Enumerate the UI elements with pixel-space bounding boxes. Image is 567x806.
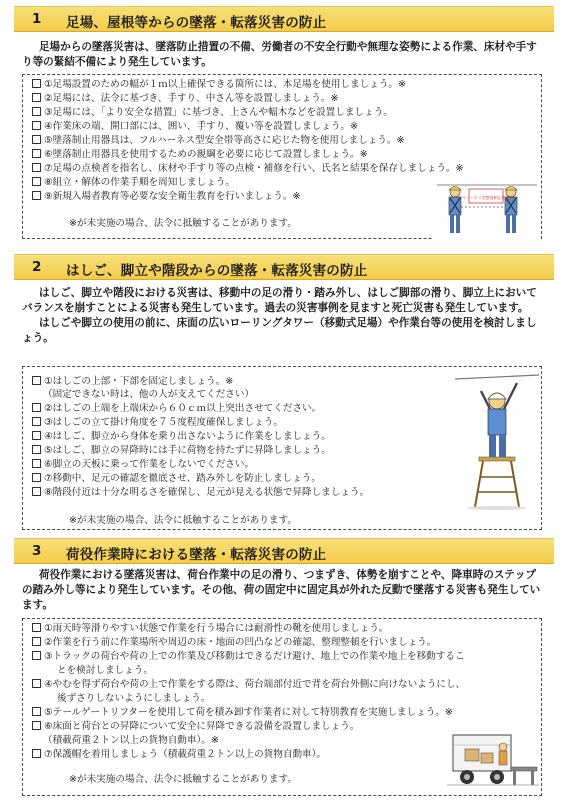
checklist-item[interactable]: ④はしご、脚立から身体を乗り出さないように作業をしましょう。 bbox=[32, 430, 331, 443]
checkbox[interactable] bbox=[32, 149, 41, 158]
checklist-item[interactable]: ⑤テールゲートリフターを使用して荷を積み卸す作業者に対して特別教育を実施しましょう。※ bbox=[32, 706, 453, 719]
checkbox[interactable] bbox=[32, 749, 41, 758]
checklist-item[interactable]: ⑧組立・解体の作業手順を周知しましょう。 bbox=[32, 176, 235, 189]
section-2-intro-text-2: はしごや脚立の使用の前に、床面の広いローリングタワー（移動式足場）や作業台等の使用を検討しましょう。 bbox=[22, 317, 537, 344]
section-3-banner bbox=[14, 538, 554, 564]
checkbox[interactable] bbox=[32, 679, 41, 688]
checkbox[interactable] bbox=[32, 721, 41, 730]
checkbox[interactable] bbox=[32, 163, 41, 172]
checkbox[interactable] bbox=[32, 623, 41, 632]
checklist-item[interactable]: ⑥床面と荷台との昇降について安全に昇降できる設備を設置しましょう。 bbox=[32, 720, 359, 733]
checklist-item[interactable]: ②足場には、法令に基づき、手すり、中さん等を設置しましょう。※ bbox=[32, 92, 338, 105]
checklist-item[interactable]: ⑥墜落制止用器具を使用するための親綱を必要に応じて設置しましょう。※ bbox=[32, 148, 368, 161]
section-2-number: 2 bbox=[32, 259, 42, 275]
checkbox[interactable] bbox=[32, 403, 41, 412]
checklist-item[interactable]: ⑤はしご、脚立の昇降時には手に荷物を持たずに昇降しましょう。 bbox=[32, 444, 331, 457]
checklist-subnote: （固定できない時は、他の人が支えてください） bbox=[43, 389, 255, 400]
checkbox[interactable] bbox=[32, 459, 41, 468]
checklist-item-continued: 後ずさりしないようにしましょう。 bbox=[57, 693, 211, 704]
section-1-banner bbox=[14, 6, 554, 32]
checklist-item[interactable]: ①足場設置のための幅が１ｍ以上確保できる箇所には、本足場を使用しましょう。※ bbox=[32, 78, 406, 91]
checkbox[interactable] bbox=[32, 135, 41, 144]
section-1-checklist bbox=[22, 74, 542, 239]
checkbox[interactable] bbox=[32, 431, 41, 440]
checklist-item[interactable]: ③トラックの荷台や荷の上での作業及び移動はできるだけ避け、地上での作業や地上を移動するこ bbox=[32, 650, 465, 663]
checkbox[interactable] bbox=[32, 487, 41, 496]
section-2-banner bbox=[14, 254, 554, 280]
checklist-item[interactable]: ⑥脚立の天板に乗って作業をしないでください。 bbox=[32, 458, 254, 471]
section-2-title: はしご、脚立や階段からの墜落・転落災害の防止 bbox=[66, 263, 368, 279]
section-3-intro-text: 荷役作業における墜落災害は、荷台作業中の足の滑り、つまずき、体勢を崩すことや、降車時のステップの踏み外し等により発生しています。その他、荷の固定中に固定具が外れた反動で墜落する災害も発生しています。 bbox=[22, 569, 541, 611]
checkbox[interactable] bbox=[32, 417, 41, 426]
checkbox[interactable] bbox=[32, 445, 41, 454]
stepladder-worker-illustration bbox=[455, 371, 539, 511]
checklist-item[interactable]: ⑦移動中、足元の確認を徹底させ、踏み外しを防止しましょう。 bbox=[32, 472, 321, 485]
checklist-item[interactable]: ②作業を行う前に作業場所や周辺の床・地面の凹凸などの確認、整理整頓を行いましょう。 bbox=[32, 636, 436, 649]
checklist-item-continued: とを検討しましょう。 bbox=[57, 665, 153, 676]
checklist-item[interactable]: ⑨新規入場者教育等必要な安全衛生教育を行いましょう。※ bbox=[32, 190, 300, 203]
section-3-intro bbox=[22, 568, 544, 613]
section-1-note: ※が未実施の場合、法令に抵触することがあります。 bbox=[69, 218, 297, 229]
checklist-subnote: （積載荷重２トン以上の貨物自動車）。※ bbox=[43, 735, 219, 746]
checklist-item[interactable]: ④作業床の端、開口部には、囲い、手すり、覆い等を設置しましょう。※ bbox=[32, 120, 358, 133]
checkbox[interactable] bbox=[32, 637, 41, 646]
section-2-intro bbox=[22, 286, 544, 346]
checkbox[interactable] bbox=[32, 121, 41, 130]
section-3-checklist bbox=[22, 618, 542, 796]
checkbox[interactable] bbox=[32, 191, 41, 200]
checklist-item[interactable]: ②はしごの上端を上端床から６０ｃｍ以上突出させてください。 bbox=[32, 402, 321, 415]
checklist-item[interactable]: ④やむを得ず荷台や荷の上で作業をする際は、荷台端部付近で背を荷台外側に向けないようにし、 bbox=[32, 678, 465, 691]
checkbox[interactable] bbox=[32, 107, 41, 116]
checklist-item[interactable]: ⑦足場の点検者を指名し、床材や手すり等の点検・補修を行い、氏名と結果を保存しましょう。※ bbox=[32, 162, 464, 175]
checklist-item[interactable]: ①はしごの上部・下部を固定しましょう。※ bbox=[32, 375, 233, 388]
section-3-title: 荷役作業時における墜落・転落災害の防止 bbox=[66, 547, 327, 563]
section-1 bbox=[0, 0, 567, 250]
checkbox[interactable] bbox=[32, 177, 41, 186]
section-1-intro-text: 足場からの墜落災害は、墜落防止措置の不備、労働者の不安全行動や無理な姿勢による作業、床材や手すり等の緊結不備により発生しています。 bbox=[22, 41, 537, 68]
section-1-intro bbox=[22, 40, 544, 70]
checkbox[interactable] bbox=[32, 473, 41, 482]
checkbox[interactable] bbox=[32, 376, 41, 385]
checkbox[interactable] bbox=[32, 651, 41, 660]
section-1-number: 1 bbox=[32, 11, 42, 27]
harness-workers-illustration bbox=[433, 177, 541, 239]
truck-tailgate-illustration bbox=[447, 727, 539, 793]
checklist-item[interactable]: ③はしごの立て掛け角度を７５度程度確保しましょう。 bbox=[32, 416, 283, 429]
checklist-item[interactable]: ①雨天時等滑りやすい状態で作業を行う場合には耐滑性の靴を使用しましょう。 bbox=[32, 622, 388, 635]
checklist-item[interactable]: ⑧階段付近は十分な明るさを確保し、足元が見える状態で昇降しましょう。 bbox=[32, 486, 369, 499]
checklist-item[interactable]: ⑤墜落制止用器具は、フルハーネス型安全帯等高さに応じた物を使用しましょう。※ bbox=[32, 134, 404, 147]
section-3-number: 3 bbox=[32, 543, 42, 559]
section-2-intro-text-1: はしご、脚立や階段における災害は、移動中の足の滑り・踏み外し、はしご脚部の滑り、脚立上においてバランスを崩すことによる災害も発生しています。過去の災害事例を見ますと死亡災害も発生しています。 bbox=[22, 287, 537, 314]
harness-label: フルハーネス型墜落制止用器具 bbox=[458, 195, 514, 200]
checklist-item[interactable]: ③足場には、「より安全な措置」に基づき、上さんや幅木などを設置しましょう。 bbox=[32, 106, 393, 119]
section-2-note: ※が未実施の場合、法令に抵触することがあります。 bbox=[69, 515, 297, 526]
section-3-note: ※が未実施の場合、法令に抵触することがあります。 bbox=[69, 774, 297, 785]
section-2-checklist bbox=[22, 366, 542, 530]
checkbox[interactable] bbox=[32, 79, 41, 88]
checklist-item[interactable]: ⑦保護帽を着用しましょう（積載荷重２トン以上の貨物自動車）。 bbox=[32, 748, 326, 761]
section-1-title: 足場、屋根等からの墜落・転落災害の防止 bbox=[66, 15, 327, 31]
checkbox[interactable] bbox=[32, 707, 41, 716]
checkbox[interactable] bbox=[32, 93, 41, 102]
